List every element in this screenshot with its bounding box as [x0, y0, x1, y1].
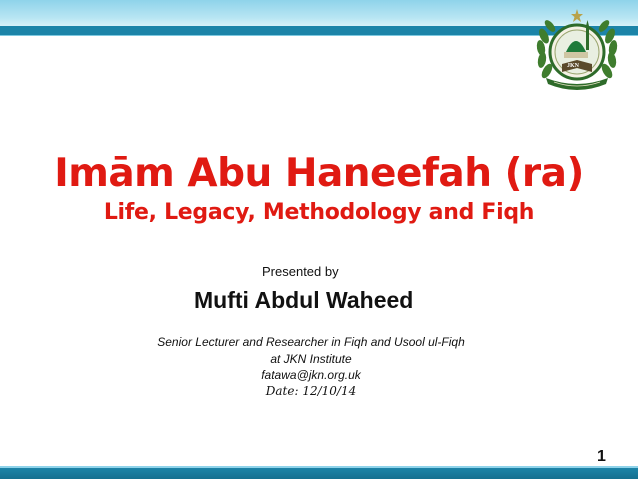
- presenter-email: fatawa@jkn.org.uk: [261, 368, 361, 382]
- logo-monogram: JKN: [567, 63, 579, 69]
- bottom-band: [0, 468, 638, 479]
- page-number: 1: [597, 448, 606, 465]
- presented-by-label: Presented by: [262, 264, 339, 279]
- title-subtitle: Life, Legacy, Methodology and Fiqh: [103, 200, 535, 225]
- presenter-institute: at JKN Institute: [270, 352, 352, 366]
- jkn-logo-icon: [532, 6, 622, 96]
- presenter-role: Senior Lecturer and Researcher in Fiqh and Usool ul-Fiqh: [157, 335, 465, 349]
- title-main: Imām Abu Haneefah (ra): [54, 151, 584, 196]
- presentation-date: Date: 12/10/14: [265, 384, 357, 398]
- presenter-name: Mufti Abdul Waheed: [194, 287, 414, 313]
